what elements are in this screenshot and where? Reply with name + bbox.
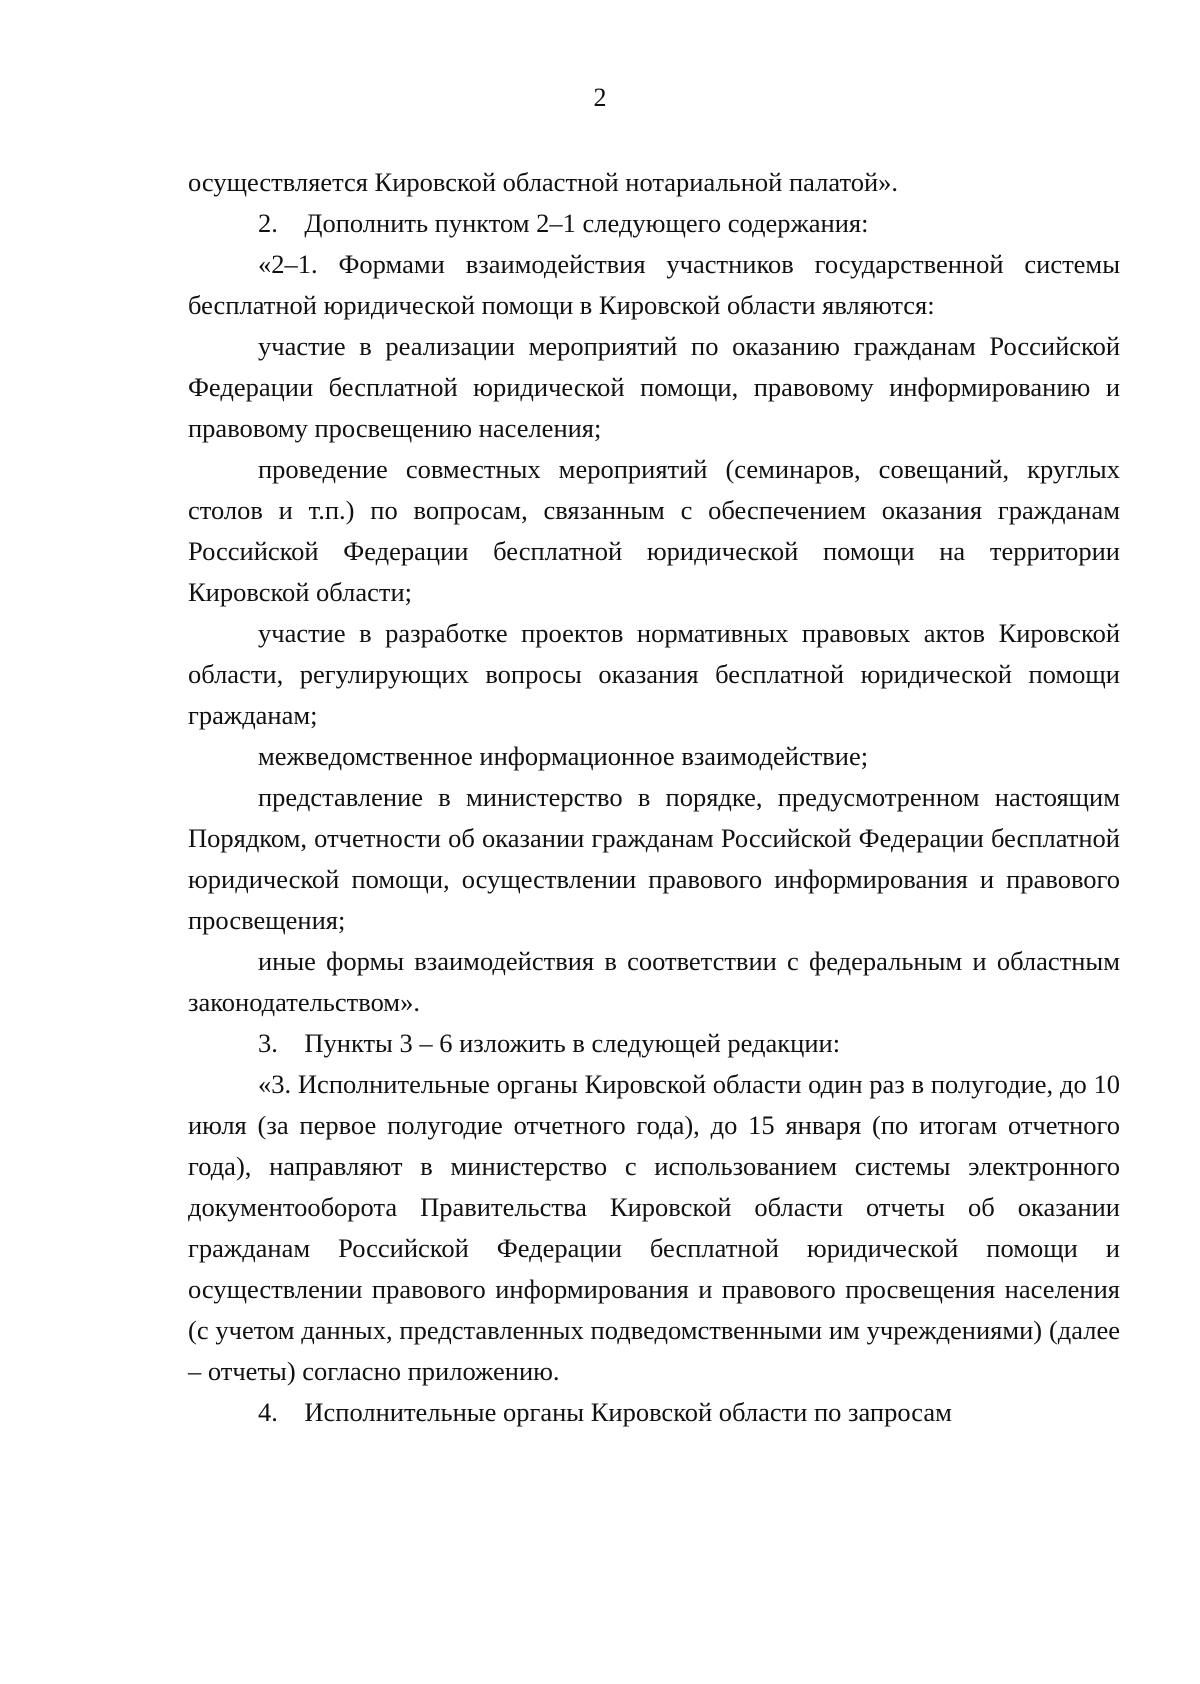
paragraph-form-participation: участие в реализации мероприятий по оказанию гражданам Российской Федерации бесплатной юридической помощи, правовому информированию и правовому просвещению населения; [188, 331, 1120, 443]
page-number: 2 [593, 83, 607, 112]
paragraph-form-draft-acts: участие в разработке проектов нормативных правовых актов Кировской области, регулирующих вопросы оказания бесплатной юридической помощи гражданам; [188, 618, 1120, 730]
paragraph-item-2: 2. Дополнить пунктом 2–1 следующего содержания: [258, 208, 869, 238]
paragraph-form-joint-events: проведение совместных мероприятий (семинаров, совещаний, круглых столов и т.п.) по вопросам, связанным с обеспечением оказания гражданам Российской Федерации бесплатной юридической помощи на территории Кировской области; [188, 454, 1120, 607]
paragraph-2-1-intro: «2–1. Формами взаимодействия участников государственной системы бесплатной юридической помощи в Кировской области являются: [188, 249, 1120, 320]
paragraph-form-reporting: представление в министерство в порядке, предусмотренном настоящим Порядком, отчетности об оказании гражданам Российской Федерации бесплатной юридической помощи, осуществлении правового информирования и правового просвещения; [188, 782, 1120, 935]
paragraph-form-interagency: межведомственное информационное взаимодействие; [258, 741, 869, 771]
document-body [188, 162, 1120, 1433]
paragraph-3-reports: «3. Исполнительные органы Кировской области один раз в полугодие, до 10 июля (за первое полугодие отчетного года), до 15 января (по итогам отчетного года), направляют в министерство с использованием системы электронного документооборота Правительства Кировской области отчеты об оказании гражданам Российской Федерации бесплатной юридической помощи и осуществлении правового информирования и правового просвещения населения (с учетом данных, представленных подведомственными им учреждениями) (далее – отчеты) согласно приложению. [188, 1069, 1120, 1386]
paragraph-item-3: 3. Пункты 3 – 6 изложить в следующей редакции: [258, 1028, 841, 1058]
paragraph-item-4: 4. Исполнительные органы Кировской области по запросам [258, 1397, 952, 1427]
paragraph-form-other: иные формы взаимодействия в соответствии с федеральным и областным законодательством». [188, 946, 1120, 1017]
paragraph-continuation: осуществляется Кировской областной нотариальной палатой». [188, 167, 899, 197]
